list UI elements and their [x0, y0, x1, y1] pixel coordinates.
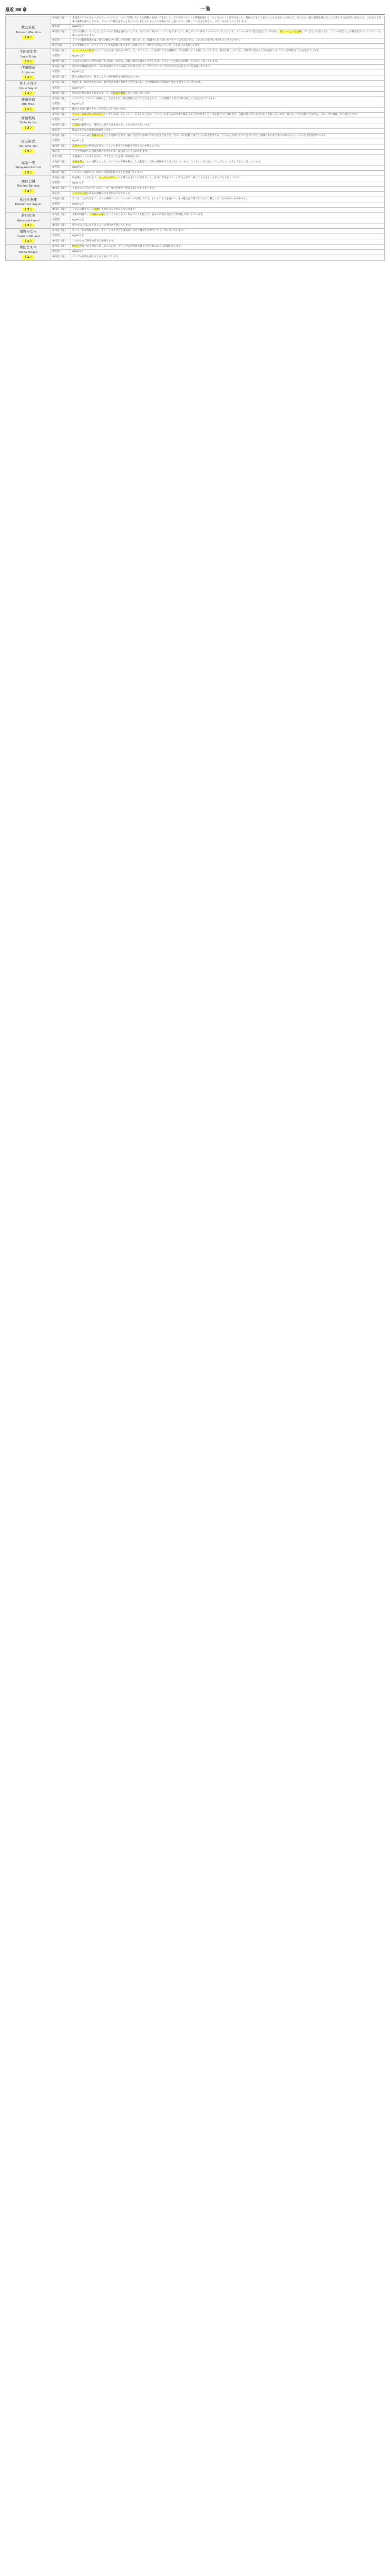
row-category-label: ②質問 [51, 181, 71, 186]
member-name-jp: 若月佑美 [21, 213, 35, 218]
row-category-label: ①発表（量） [51, 229, 71, 234]
list-title: 一覧 [200, 6, 211, 12]
member-name-cell [6, 176, 51, 197]
member-name-romaji: Eto Misa [22, 103, 35, 106]
member-row [6, 81, 385, 86]
row-text: 次の公演に向けて、体力づくりと発声練習を毎日続けています。 [71, 75, 385, 81]
member-row [6, 149, 385, 154]
member-name-cell [6, 212, 51, 228]
row-category-label: ①発表（量） [51, 212, 71, 218]
member-row [6, 144, 385, 149]
row-category-label: ①発表（量） [51, 81, 71, 86]
member-row [6, 207, 385, 212]
member-row [6, 250, 385, 255]
row-text: Againなど [71, 70, 385, 75]
member-name-cell [6, 160, 51, 176]
row-text: Againなど [71, 102, 385, 107]
member-name-cell [6, 112, 51, 133]
highlighted-phrase: センターを任せていただいた [72, 113, 104, 116]
member-name-romaji: Hoshino Minami [16, 235, 40, 238]
member-name-romaji: Inoue Sayuri [19, 87, 37, 91]
member-count-badge: （ 2 ） [22, 208, 35, 212]
row-category-label: ③回答（量） [51, 60, 71, 65]
row-category-label: ②質問 [51, 202, 71, 207]
row-text: Againなど [71, 139, 385, 144]
member-row [6, 16, 385, 25]
row-text: ドラマの主演を務めた経験は大きな自信になりました。 [71, 191, 385, 197]
row-text: Againなど [71, 25, 385, 30]
highlighted-phrase: 明るさ [72, 245, 80, 248]
member-row [6, 197, 385, 202]
row-category-label: ③回答（量） [51, 239, 71, 245]
row-text: 写真集の撮影では、普段とは違う自分を見せることができたと思います。 [71, 123, 385, 128]
member-count-badge: （ 2 ） [22, 171, 35, 175]
member-row [6, 70, 385, 75]
member-row [6, 202, 385, 207]
member-row [6, 234, 385, 239]
row-text: Againなど [71, 234, 385, 239]
member-row [6, 170, 385, 176]
member-name-cell [6, 197, 51, 212]
member-row [6, 186, 385, 191]
member-row [6, 54, 385, 60]
member-row [6, 139, 385, 144]
row-text: ラジオ番組のパーソナリティとしても活動しています。毎週リスナーの皆さんからのメッセージを読むのが楽しみです。 [71, 43, 385, 48]
member-row [6, 118, 385, 123]
member-name-jp: 伊藤純奈 [21, 65, 35, 70]
row-category-label: ⑤その他 [51, 43, 71, 48]
member-row [6, 30, 385, 38]
member-row [6, 176, 385, 181]
member-count-badge: （ 1 ） [22, 108, 35, 112]
member-row [6, 112, 385, 118]
member-name-romaji: Nishino Nanase [17, 184, 40, 188]
member-row [6, 48, 385, 54]
member-name-jp: 白石麻衣 [21, 139, 35, 144]
member-name-romaji: Shiraishi Mai [19, 145, 37, 149]
row-text: 卒業後のことも考えながら、今できることを精一杯頑張ります。 [71, 154, 385, 160]
member-roster-table [5, 16, 385, 261]
member-row [6, 212, 385, 218]
row-category-label: ①発表（量） [51, 133, 71, 139]
row-text: Againなど [71, 86, 385, 91]
row-category-label: ③回答（量） [51, 123, 71, 128]
member-row [6, 229, 385, 234]
member-row [6, 133, 385, 139]
row-text: 絵を描くことが好きで、グッズのデザインにも関わらせていただきました。自分の作品をファンの皆さんが手に取ってくださることがとてもうれしいです。 [71, 176, 385, 181]
member-count-badge: （ 3 ） [22, 126, 35, 130]
member-name-jp: 星野みなみ [19, 229, 37, 234]
member-row [6, 123, 385, 128]
member-name-romaji: Ikuta Erika [20, 55, 36, 59]
member-name-jp: 衛藤美彩 [21, 97, 35, 102]
row-text: 今年の目標は、もっとたくさんの人に笑顔を届けることです。そのために毎日のレッスンを大切にして、歌とダンスの両方でレベルアップしたいです。メンバー同士で意見を出し合いながら、新しいことにも挑戦していきたいと思います。ファンの皆さんとの握手会やトークイベントも楽しみにしています。 [71, 30, 385, 38]
member-name-romaji: Saito Asuka [19, 121, 37, 125]
row-category-label: ①発表（量） [51, 96, 71, 102]
row-category-label: ②質問 [51, 165, 71, 170]
row-category-label: ③回答（量） [51, 144, 71, 149]
row-category-label: ③回答（量） [51, 255, 71, 260]
row-text: 地元の大分の魅力をもっと発信していきたいです。 [71, 107, 385, 112]
row-category-label: ②質問 [51, 102, 71, 107]
member-count-badge: （ 2 ） [22, 35, 35, 40]
member-row [6, 65, 385, 70]
member-name-cell [6, 65, 51, 81]
row-category-label: ②質問 [51, 139, 71, 144]
row-category-label: ①発表（量） [51, 48, 71, 54]
member-row [6, 102, 385, 107]
member-row [6, 75, 385, 81]
edition-title: 最近 38 章 [5, 7, 27, 13]
row-text: Againなど [71, 54, 385, 60]
row-category-label: ④応用 [51, 149, 71, 154]
row-category-label: ④応用 [51, 191, 71, 197]
row-category-label: ②質問 [51, 218, 71, 223]
row-category-label: ③回答（量） [51, 207, 71, 212]
highlighted-phrase: 演技を勉強 [113, 92, 125, 95]
member-row [6, 239, 385, 245]
row-text: センターを任せていただいたシングルでは、プレッシャーもありましたが、メンバーに支えられて乗り越えることができました。本を読むことが好きで、言葉の選び方にもこだわりを持っています。自分らしさを大切にしながら、グループに貢献していきたいです。 [71, 112, 385, 118]
row-category-label: ④応用 [51, 128, 71, 133]
member-name-jp: 高山一実 [21, 160, 35, 165]
row-text: ファンの皆さんとの交流をこれからも大切にしていきます。 [71, 207, 385, 212]
member-row [6, 218, 385, 223]
row-category-label: ③回答（量） [51, 107, 71, 112]
row-text: 美容やメイクの研究も好きで、ファンの皆さんと情報を共有するのが楽しいです。 [71, 144, 385, 149]
member-name-jp: 秋元真夏 [21, 25, 35, 30]
row-category-label: ③回答（量） [51, 186, 71, 191]
member-name-romaji: Wakatsuki Yumi [17, 219, 40, 222]
row-category-label: ①発表（量） [51, 197, 71, 202]
row-category-label: ①発表（量） [51, 176, 71, 181]
highlighted-phrase: 写真集 [72, 123, 80, 127]
member-name-jp: 松村沙友理 [19, 197, 37, 202]
member-row [6, 96, 385, 102]
member-name-cell [6, 96, 51, 112]
member-row [6, 245, 385, 250]
highlighted-phrase: ミュージカルの舞台 [72, 49, 94, 52]
member-count-badge: （ 1 ） [22, 239, 35, 244]
member-row [6, 107, 385, 112]
row-category-label: ②質問 [51, 118, 71, 123]
row-category-label: ③回答（量） [51, 91, 71, 96]
row-category-label: ①発表（量） [51, 245, 71, 250]
row-text: ミュージカルの舞台に立つことが小さい頃からの夢でした。ピアノとバレエを続けてきた経験が、今の活動にとても役に立っています。稽古は厳しいけれど、共演者の皆さんと作品を作り上げていく時間がとても充実しています。 [71, 48, 385, 54]
row-text: これからも自然体の自分で頑張ります。 [71, 239, 385, 245]
row-category-label: ③回答（量） [51, 30, 71, 38]
member-name-cell [6, 229, 51, 245]
member-count-badge: （ 4 ） [22, 149, 35, 153]
member-count-badge: （ 3 ） [22, 189, 35, 193]
member-row [6, 43, 385, 48]
highlighted-phrase: 新しいことにも挑戦 [279, 30, 301, 33]
member-name-romaji: Matsumura Sayuri [15, 203, 42, 207]
row-category-label: ④応用 [51, 38, 71, 44]
member-name-cell [6, 48, 51, 64]
member-row [6, 223, 385, 228]
highlighted-phrase: 小説を書く [72, 160, 84, 163]
row-text: Againなど [71, 181, 385, 186]
member-row [6, 165, 385, 170]
row-text: ファッション誌の専属モデルとして活動する中で、服の見せ方や表情の作り方を学びました。グループの活動と両立するのは大変ですが、どちらも大切にしていきたいです。後輩たちのお手本になれるように、日々努力を続けています。 [71, 133, 385, 139]
row-category-label: ①発表（量） [51, 65, 71, 70]
row-category-label: ②質問 [51, 250, 71, 255]
member-name-romaji: Wada Maaya [18, 251, 38, 255]
row-category-label: ①発表（量） [51, 112, 71, 118]
member-row [6, 160, 385, 165]
member-name-cell [6, 133, 51, 160]
row-text: 舞台では、役になりきることの面白さを感じています。 [71, 223, 385, 228]
row-text: 舞台での経験を通して、人前で表現することの楽しさを知りました。セリフの一つ一つに気持ちを込めることを意識しています。 [71, 65, 385, 70]
member-name-jp: 和田まあや [19, 245, 37, 250]
row-category-label: ⑤その他 [51, 154, 71, 160]
row-text: Againなど [71, 250, 385, 255]
member-row [6, 191, 385, 197]
roster-body [6, 16, 385, 261]
member-name-romaji: Ito Junna [22, 71, 35, 74]
member-row [6, 128, 385, 133]
member-name-cell [6, 16, 51, 49]
member-name-jp: 西野七瀬 [21, 179, 35, 183]
row-category-label: ①発表（量） [51, 160, 71, 165]
row-text: Againなど [71, 118, 385, 123]
member-row [6, 91, 385, 96]
row-text: 生徒会アイドルグループのメンバーとして、この一年間いろいろな活動に参加してきました。ライブやイベントの準備を通して、たくさんのことを学びました。最初はうまくできないことも多かったけれど、みんなと一緒に練習を重ねることで少しずつ自信がつきました。これからも先輩や後輩と協力しながら、グループの魅力をもっと多くの人に届けられるように頑張りたいと思います。応援してくださる皆さん、本当にありがとうございます。 [71, 16, 385, 25]
highlighted-phrase: グッズのデザイン [99, 176, 118, 179]
highlighted-phrase: ドラマの主演 [72, 192, 87, 195]
row-text: ドラマの撮影現場では、演技の難しさと楽しさを同時に感じました。監督さんから頂いたアドバイスを忘れずに、これからの仕事に生かしていきたいです。 [71, 38, 385, 44]
row-text: 剣道を長く続けてきたので、集中力と礼儀の大切さを学びました。その経験は今の活動の中でも生きていると感じます。 [71, 81, 385, 86]
member-name-romaji: Akimoto Manatsu [15, 31, 41, 34]
row-category-label: ②質問 [51, 86, 71, 91]
row-category-label: ③回答（量） [51, 75, 71, 81]
row-text: 美術が得意で、二科展に入選したこともあります。作品づくりを通して、自分の内面と向き合う時間を大切にしています。 [71, 212, 385, 218]
row-text: 雑誌のモデルの仕事も続けています。 [71, 128, 385, 133]
member-row [6, 255, 385, 260]
row-text: これからも歌とお芝居の両方を大切にしながら、表現の幅を広げていきたいです。クラシックの曲にも挑戦してみたいと思っています。 [71, 60, 385, 65]
row-text: ドラマや映画への出演も増えてきたので、演技にも力を入れています。 [71, 149, 385, 154]
row-text: 小説を書くことに挑戦しました。アイドルの世界を舞台にした物語で、自分の経験も少し取り入れています。たくさんの方に読んでいただけて、本当にうれしく思っています。 [71, 160, 385, 165]
row-text: バラエティ番組では、明るい雰囲気を作ることを意識しています。 [71, 170, 385, 176]
member-name-romaji: Takayama Kazumi [15, 166, 42, 170]
row-category-label: ②質問 [51, 25, 71, 30]
member-row [6, 154, 385, 160]
member-row [6, 86, 385, 91]
row-text: マイペースな性格ですが、ステージに立つときは気持ちを切り替えて全力でパフォーマンスしています。 [71, 229, 385, 234]
row-text: Againなど [71, 165, 385, 170]
row-category-label: ②質問 [51, 54, 71, 60]
member-name-jp: 井上小百合 [19, 81, 37, 86]
highlighted-phrase: 専属モデル [91, 134, 104, 137]
member-count-badge: （ 1 ） [22, 255, 35, 259]
member-count-badge: （ 1 ） [22, 75, 35, 80]
member-name-jp: 生田絵梨花 [19, 49, 37, 54]
row-text: 明るさが自分の長所だと思っているので、グループの雰囲気を盛り上げられるように意識しています。 [71, 245, 385, 250]
highlighted-phrase: 交流 [94, 208, 99, 211]
row-category-label: ③回答（量） [51, 223, 71, 228]
row-text: Againなど [71, 202, 385, 207]
row-text: 舞台の仕事が増えてきたので、もっと演技を勉強したいと思っています。 [71, 91, 385, 96]
row-category-label: ③回答（量） [51, 170, 71, 176]
member-name-jp: 齋藤飛鳥 [21, 115, 35, 120]
row-text: グラビアやバラエティ番組など、さまざまな仕事を経験させていただきました。どの現場でも全力で取り組むことを心がけています。 [71, 96, 385, 102]
member-row [6, 38, 385, 44]
member-count-badge: （ 1 ） [22, 60, 35, 64]
row-text: これからも自分のペースで、一つ一つの仕事を丁寧にこなしていきたいです。 [71, 186, 385, 191]
highlighted-phrase: 美容やメイク [72, 144, 87, 148]
row-text: ブログの更新も楽しみながら続けています。 [71, 255, 385, 260]
highlighted-phrase: 二科展に入選 [89, 213, 104, 216]
member-row [6, 60, 385, 65]
member-count-badge: （ 2 ） [22, 223, 35, 228]
row-category-label: ②質問 [51, 234, 71, 239]
row-category-label: ②質問 [51, 70, 71, 75]
row-text: 食べることが大好きで、グルメ番組のロケに行くのがいつも楽しみです。おいしいものを食べて、その魅力を言葉で伝えるのは難しいけれどやりがいがあります。 [71, 197, 385, 202]
row-text: Againなど [71, 218, 385, 223]
page-header [5, 3, 385, 15]
member-count-badge: （ 1 ） [22, 91, 35, 95]
row-category-label: ①発表（量） [51, 16, 71, 25]
member-row [6, 25, 385, 30]
member-row [6, 181, 385, 186]
member-name-cell [6, 81, 51, 96]
member-name-cell [6, 245, 51, 260]
